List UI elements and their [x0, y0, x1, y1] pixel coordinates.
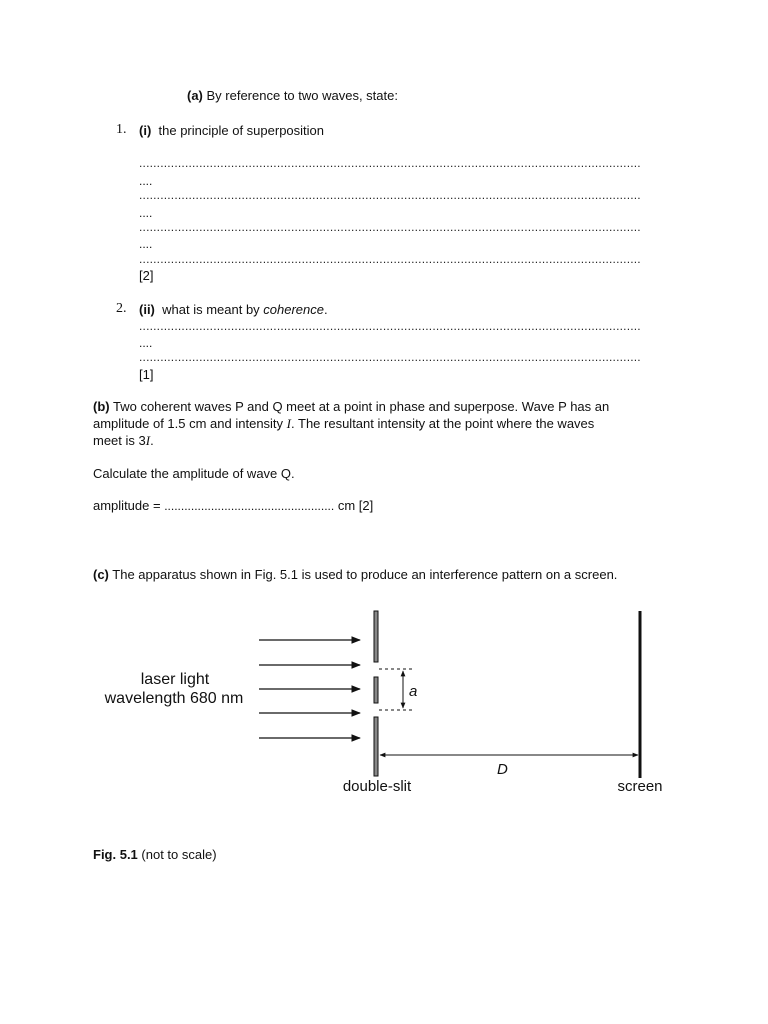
amplitude-unit: cm [2]	[334, 498, 374, 513]
q1-answer-line-1[interactable]: ..............................................................................................................................................	[139, 157, 641, 169]
laser-rays	[259, 640, 360, 738]
q2-text-after: .	[324, 302, 328, 317]
amplitude-answer-field[interactable]: ...................................................	[164, 499, 335, 513]
slit-barrier-middle	[374, 677, 378, 703]
q1-answer-tail-3: ....	[139, 237, 153, 251]
figure-caption-label: Fig. 5.1	[93, 847, 138, 862]
part-b-line2-after: . The resultant intensity at the point where the waves	[291, 416, 595, 431]
q1-answer-tail-1: ....	[139, 174, 153, 188]
part-a-label: (a)	[187, 88, 203, 103]
q2-marks: [1]	[139, 367, 154, 382]
q1-marks: [2]	[139, 268, 154, 283]
amplitude-prefix: amplitude =	[93, 498, 165, 513]
part-c-text: The apparatus shown in Fig. 5.1 is used to produce an interference pattern on a screen.	[108, 567, 618, 582]
part-b-intensity-var: I	[286, 416, 292, 431]
figure-caption-text: (not to scale)	[137, 847, 217, 862]
q2-text-before: what is meant by	[162, 302, 264, 317]
q2-answer-tail-1: ....	[139, 336, 153, 350]
q1-answer-line-4[interactable]: ..............................................................................................................................................	[139, 253, 641, 265]
figure-caption	[93, 847, 217, 862]
q2-label: (ii)	[139, 302, 155, 317]
q2-answer-line-2[interactable]: ..............................................................................................................................................	[139, 351, 641, 363]
part-b-line3-before: meet is 3	[93, 433, 146, 448]
part-b-intensity-var-2: I	[145, 433, 151, 448]
part-b-line2-before: amplitude of 1.5 cm and intensity	[93, 416, 287, 431]
q1-label: (i)	[139, 123, 152, 138]
screen-label: screen	[617, 778, 663, 795]
q1-answer-line-3[interactable]: ..............................................................................................................................................	[139, 221, 641, 233]
q2-answer-line-1[interactable]: ..............................................................................................................................................	[139, 320, 641, 332]
slit-separation-label: a	[409, 683, 418, 700]
part-a-text: By reference to two waves, state:	[202, 88, 398, 103]
q2-number: 2.	[116, 301, 127, 316]
part-b-instruction: Calculate the amplitude of wave Q.	[93, 466, 295, 481]
slit-barrier-top	[374, 611, 378, 662]
double-slit-label: double-slit	[342, 778, 412, 795]
q2-text-italic: coherence	[263, 302, 324, 317]
q1-answer-line-2[interactable]: ..............................................................................................................................................	[139, 189, 641, 201]
slit-barrier-bottom	[374, 717, 378, 776]
part-c-label: (c)	[93, 567, 109, 582]
q1-text: the principle of superposition	[158, 123, 325, 138]
double-slit-barrier	[374, 611, 378, 776]
q1-number: 1.	[116, 122, 127, 137]
part-b-line1-text: Two coherent waves P and Q meet at a point in phase and superpose. Wave P has an	[109, 399, 610, 414]
q1-answer-tail-2: ....	[139, 206, 153, 220]
laser-label-line-1: laser light	[140, 671, 210, 688]
distance-label: D	[497, 761, 508, 778]
part-b-label: (b)	[93, 399, 110, 414]
part-b-line3-after: .	[150, 433, 154, 448]
laser-label-line-2: wavelength 680 nm	[104, 690, 244, 707]
